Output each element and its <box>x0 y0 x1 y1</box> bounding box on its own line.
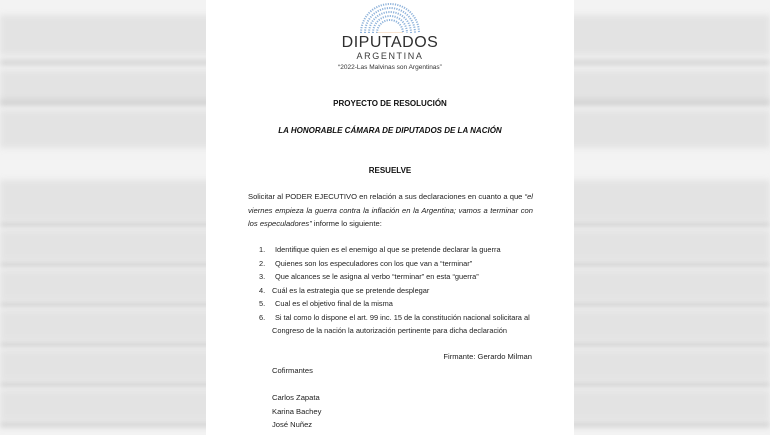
list-text: Congreso de la nación la autorización pertinente para dicha declaración <box>272 326 508 335</box>
list-item <box>248 257 538 271</box>
list-text: Cuál es la estrategia que se pretende desplegar <box>272 285 430 295</box>
intro-paragraph <box>248 190 533 231</box>
list-item <box>248 243 538 257</box>
cosigner-name: Carlos Zapata <box>272 393 320 402</box>
list-item <box>248 284 538 298</box>
list-number: 4. <box>259 285 266 295</box>
intro-text-after: informe lo siguiente: <box>311 219 382 228</box>
cosigner-name: Karina Bachey <box>272 406 322 416</box>
resolve-heading: RESUELVE <box>368 166 412 175</box>
list-item <box>248 311 538 325</box>
logo-title: DIPUTADOS <box>341 34 439 51</box>
hemicycle-icon <box>357 3 423 33</box>
motto: “2022-Las Malvinas son Argentinas” <box>338 64 442 71</box>
intro-text: Solicitar al PODER EJECUTIVO en relación a sus declaraciones en cuanto a que <box>248 192 525 201</box>
list-item-continuation <box>248 324 538 338</box>
logo-subtitle: ARGENTINA <box>356 51 424 61</box>
document-page <box>206 0 574 435</box>
list-number: 1. <box>259 245 266 254</box>
diputados-logo <box>206 3 574 62</box>
intro-quote: “el viernes empieza la guerra contra la inflación en la Argentina; vamos a terminar con los especuladores” <box>248 192 533 228</box>
document-heading: PROYECTO DE RESOLUCIÓN <box>333 99 447 108</box>
list-text: Que alcances se le asigna al verbo “terminar” en esta “guerra” <box>275 272 479 281</box>
list-number: 2. <box>259 258 266 268</box>
cosigners-list <box>272 391 321 432</box>
signer: Firmante: Gerardo Milman <box>443 352 532 361</box>
list-item <box>248 297 538 311</box>
list-text: Identifique quien es el enemigo al que se pretende declarar la guerra <box>275 245 501 254</box>
list-text: Cual es el objetivo final de la misma <box>275 299 393 308</box>
list-number: 3. <box>259 272 266 281</box>
document-subheading: LA HONORABLE CÁMARA DE DIPUTADOS DE LA NACIÓN <box>278 126 502 135</box>
cosigners-label: Cofirmantes <box>272 366 313 375</box>
list-number: 5. <box>259 299 266 308</box>
cosigner-name: José Nuñez <box>272 420 313 429</box>
list-number: 6. <box>259 312 266 322</box>
request-list <box>248 243 538 338</box>
list-text: Si tal como lo dispone el art. 99 inc. 15 de la constitución nacional solicitara al <box>275 312 530 322</box>
list-item <box>248 270 538 284</box>
list-text: Quienes son los especuladores con los que van a “terminar” <box>275 258 473 268</box>
